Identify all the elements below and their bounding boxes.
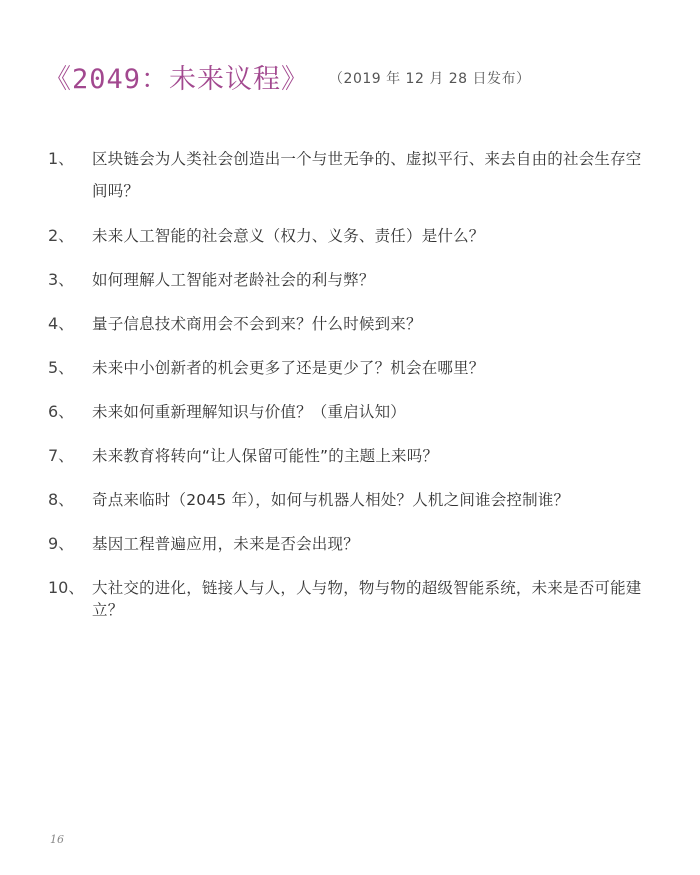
question-list bbox=[48, 148, 648, 643]
question-item bbox=[48, 401, 648, 423]
question-number: 4、 bbox=[48, 314, 75, 333]
question-item bbox=[48, 269, 648, 291]
question-text: 未来人工智能的社会意义（权力、义务、责任）是什么？ bbox=[92, 227, 485, 245]
release-date: （2019 年 12 月 28 日发布） bbox=[329, 71, 531, 87]
header bbox=[44, 58, 531, 94]
question-text: 大社交的进化，链接人与人，人与物，物与物的超级智能系统，未来是否可能建立？ bbox=[92, 579, 642, 619]
question-item bbox=[48, 357, 648, 379]
question-item bbox=[48, 489, 648, 511]
question-item bbox=[48, 577, 648, 621]
question-number: 1、 bbox=[48, 149, 75, 168]
question-text: 区块链会为人类社会创造出一个与世无争的、虚拟平行、来去自由的社会生存空间吗？ bbox=[92, 150, 642, 200]
question-text: 奇点来临时（2045 年），如何与机器人相处？人机之间谁会控制谁？ bbox=[92, 491, 570, 509]
question-number: 7、 bbox=[48, 446, 75, 465]
question-item bbox=[48, 313, 648, 335]
question-number: 2、 bbox=[48, 226, 75, 245]
question-text: 基因工程普遍应用，未来是否会出现？ bbox=[92, 535, 359, 553]
question-text: 未来中小创新者的机会更多了还是更少了？机会在哪里？ bbox=[92, 359, 485, 377]
question-number: 9、 bbox=[48, 534, 75, 553]
question-item bbox=[48, 533, 648, 555]
question-item bbox=[48, 445, 648, 467]
question-number: 3、 bbox=[48, 270, 75, 289]
question-number: 10、 bbox=[48, 578, 85, 597]
question-item bbox=[48, 148, 648, 207]
question-text: 未来如何重新理解知识与价值？（重启认知） bbox=[92, 403, 407, 421]
page-title: 《2049：未来议程》 bbox=[44, 63, 310, 95]
question-text: 如何理解人工智能对老龄社会的利与弊？ bbox=[92, 271, 375, 289]
page-number: 16 bbox=[50, 833, 64, 846]
question-text: 未来教育将转向“让人保留可能性”的主题上来吗？ bbox=[92, 447, 439, 465]
question-number: 8、 bbox=[48, 490, 75, 509]
question-text: 量子信息技术商用会不会到来？什么时候到来？ bbox=[92, 315, 422, 333]
question-number: 5、 bbox=[48, 358, 75, 377]
question-number: 6、 bbox=[48, 402, 75, 421]
question-item bbox=[48, 225, 648, 247]
